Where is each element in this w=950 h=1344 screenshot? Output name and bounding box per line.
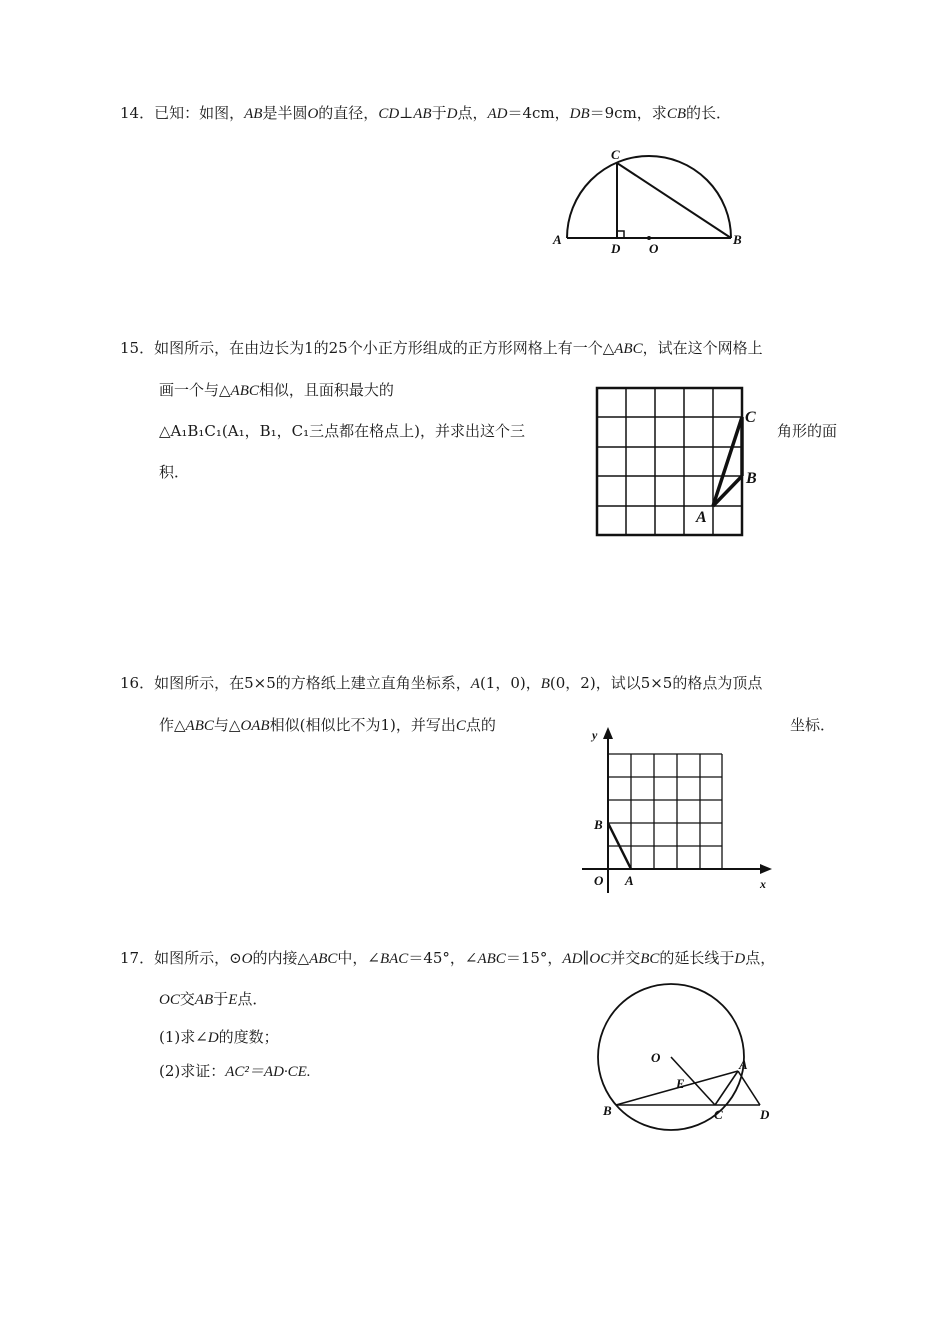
q16-line-1: [120, 673, 762, 694]
q17-text: ＝45°，∠: [408, 949, 478, 967]
q15-text: 如图所示，在由边长为1的25个小正方形组成的正方形网格上有一个△: [154, 339, 615, 357]
q17-text: 的度数；: [218, 1028, 279, 1046]
q17-sub-1: [159, 1027, 279, 1048]
q17-text: 并交: [610, 949, 641, 967]
q16-text: 相似(相似比不为1)，并写出: [269, 716, 456, 734]
grid-lines: [597, 388, 742, 535]
q15-text: 画一个与△: [159, 381, 231, 399]
q17-var: AB: [194, 992, 214, 1008]
q17-var: O: [241, 951, 253, 967]
q17-text: 点．: [237, 990, 268, 1008]
q16-var: ABC: [185, 718, 214, 734]
right-angle-mark: [617, 231, 624, 238]
label-x: x: [760, 877, 766, 891]
label-d: D: [760, 1107, 770, 1122]
q15-var: ABC: [230, 383, 259, 399]
q15-text: 相似，且面积最大的: [258, 381, 394, 399]
label-y: y: [592, 728, 598, 742]
q16-line-2: [159, 715, 496, 736]
q14-var: AB: [244, 106, 263, 122]
q17-var: OC: [589, 951, 611, 967]
q14-text: ＝9cm，求: [589, 104, 667, 122]
q14-var: AB: [413, 106, 432, 122]
label-b: B: [594, 817, 603, 832]
q14-text: 的长．: [685, 104, 731, 122]
label-d: D: [611, 241, 621, 256]
q15-number: 15．: [120, 339, 155, 357]
label-a: A: [625, 873, 634, 888]
x-axis-arrow-icon: [760, 864, 772, 874]
q17-line-2: [159, 989, 267, 1010]
q15-line-3-end: [777, 421, 837, 441]
q14-var: D: [446, 106, 458, 122]
q14-text: 已知：如图，: [154, 104, 245, 122]
q14-line: [120, 103, 731, 124]
label-b: B: [733, 232, 742, 247]
q17-var: D: [207, 1030, 219, 1046]
y-axis-arrow-icon: [603, 727, 613, 739]
q17-text: 交: [179, 990, 195, 1008]
q16-coordinate-grid-figure: [580, 725, 780, 900]
segment-ad: [738, 1071, 760, 1105]
q17-var: BC: [640, 951, 660, 967]
q17-text: 如图所示，⊙: [154, 949, 242, 967]
label-a: A: [739, 1057, 748, 1072]
q17-text: 点，: [745, 949, 776, 967]
q17-var: ABC: [477, 951, 506, 967]
q17-text: 于: [213, 990, 229, 1008]
q15-line-4: [159, 462, 189, 482]
q16-var: B: [540, 676, 550, 692]
center-point: [647, 236, 651, 240]
q14-var: CD: [378, 106, 400, 122]
q17-text: 的延长线于: [659, 949, 735, 967]
q15-text: ，试在这个网格上: [642, 339, 763, 357]
label-c: C: [745, 409, 756, 426]
q15-line-1: [120, 338, 763, 359]
q17-line-1: [120, 948, 775, 969]
q14-text: 点，: [457, 104, 488, 122]
label-c: C: [611, 147, 620, 162]
q17-var: ABC: [309, 951, 338, 967]
q14-semicircle-figure: [545, 140, 755, 260]
q15-grid-figure: [590, 380, 770, 540]
label-a: A: [696, 509, 707, 526]
q16-text: 如图所示，在5×5的方格纸上建立直角坐标系，: [154, 674, 471, 692]
label-o: O: [649, 241, 659, 256]
q17-text: (1)求∠: [159, 1028, 208, 1046]
q14-text: 的直径，: [318, 104, 379, 122]
q16-text: 与△: [213, 716, 241, 734]
q17-symbol: ∥: [582, 949, 590, 967]
q14-var: O: [307, 106, 319, 122]
q15-line-2: [159, 380, 394, 401]
q14-var: DB: [569, 106, 590, 122]
q16-line-2-end: [790, 715, 835, 735]
q17-var: E: [228, 992, 238, 1008]
q16-var: C: [455, 718, 466, 734]
label-e: E: [676, 1076, 685, 1091]
label-a: A: [553, 232, 562, 247]
q17-var: AD: [562, 951, 583, 967]
q14-text: 是半圆: [262, 104, 308, 122]
q16-text: 坐标．: [790, 716, 836, 734]
q16-number: 16．: [120, 674, 155, 692]
label-c: C: [714, 1107, 723, 1122]
q17-var: D: [734, 951, 746, 967]
q17-text: 中，∠: [337, 949, 380, 967]
q17-var: OC: [159, 992, 180, 1008]
label-o: O: [651, 1050, 661, 1065]
q15-line-3: [159, 421, 525, 441]
q15-text: 角形的面: [777, 422, 838, 440]
q17-expression: AC²＝AD·CE.: [225, 1064, 311, 1080]
q16-var: OAB: [240, 718, 270, 734]
q14-var: AD: [487, 106, 508, 122]
q17-text: 的内接△: [252, 949, 310, 967]
q14-number: 14．: [120, 104, 155, 122]
q17-text: ＝15°，: [505, 949, 563, 967]
q15-text: 积．: [159, 463, 190, 481]
q17-var: BAC: [379, 951, 409, 967]
q16-text: (1，0)，: [479, 674, 541, 692]
q16-text: 作△: [159, 716, 186, 734]
label-b: B: [746, 470, 757, 487]
q17-number: 17．: [120, 949, 155, 967]
q14-symbol: ⊥: [399, 104, 414, 122]
q17-circle-figure: [585, 975, 785, 1135]
q16-text: 点的: [465, 716, 496, 734]
q16-text: (0，2)，试以5×5的格点为顶点: [549, 674, 763, 692]
q15-var: ABC: [614, 341, 643, 357]
q14-var: CB: [666, 106, 686, 122]
label-b: B: [603, 1103, 612, 1118]
q14-text: 于: [431, 104, 447, 122]
semicircle-arc: [567, 156, 731, 238]
q14-text: ＝4cm，: [507, 104, 570, 122]
q15-text: △A₁B₁C₁(A₁，B₁，C₁三点都在格点上)，并求出这个三: [159, 422, 525, 440]
q17-sub-2: [159, 1061, 311, 1082]
grid-lines: [608, 754, 722, 869]
segment-cb: [617, 163, 731, 238]
q16-var: A: [470, 676, 480, 692]
label-o: O: [594, 873, 604, 888]
triangle-abc: [713, 417, 742, 506]
q17-text: (2)求证：: [159, 1062, 226, 1080]
